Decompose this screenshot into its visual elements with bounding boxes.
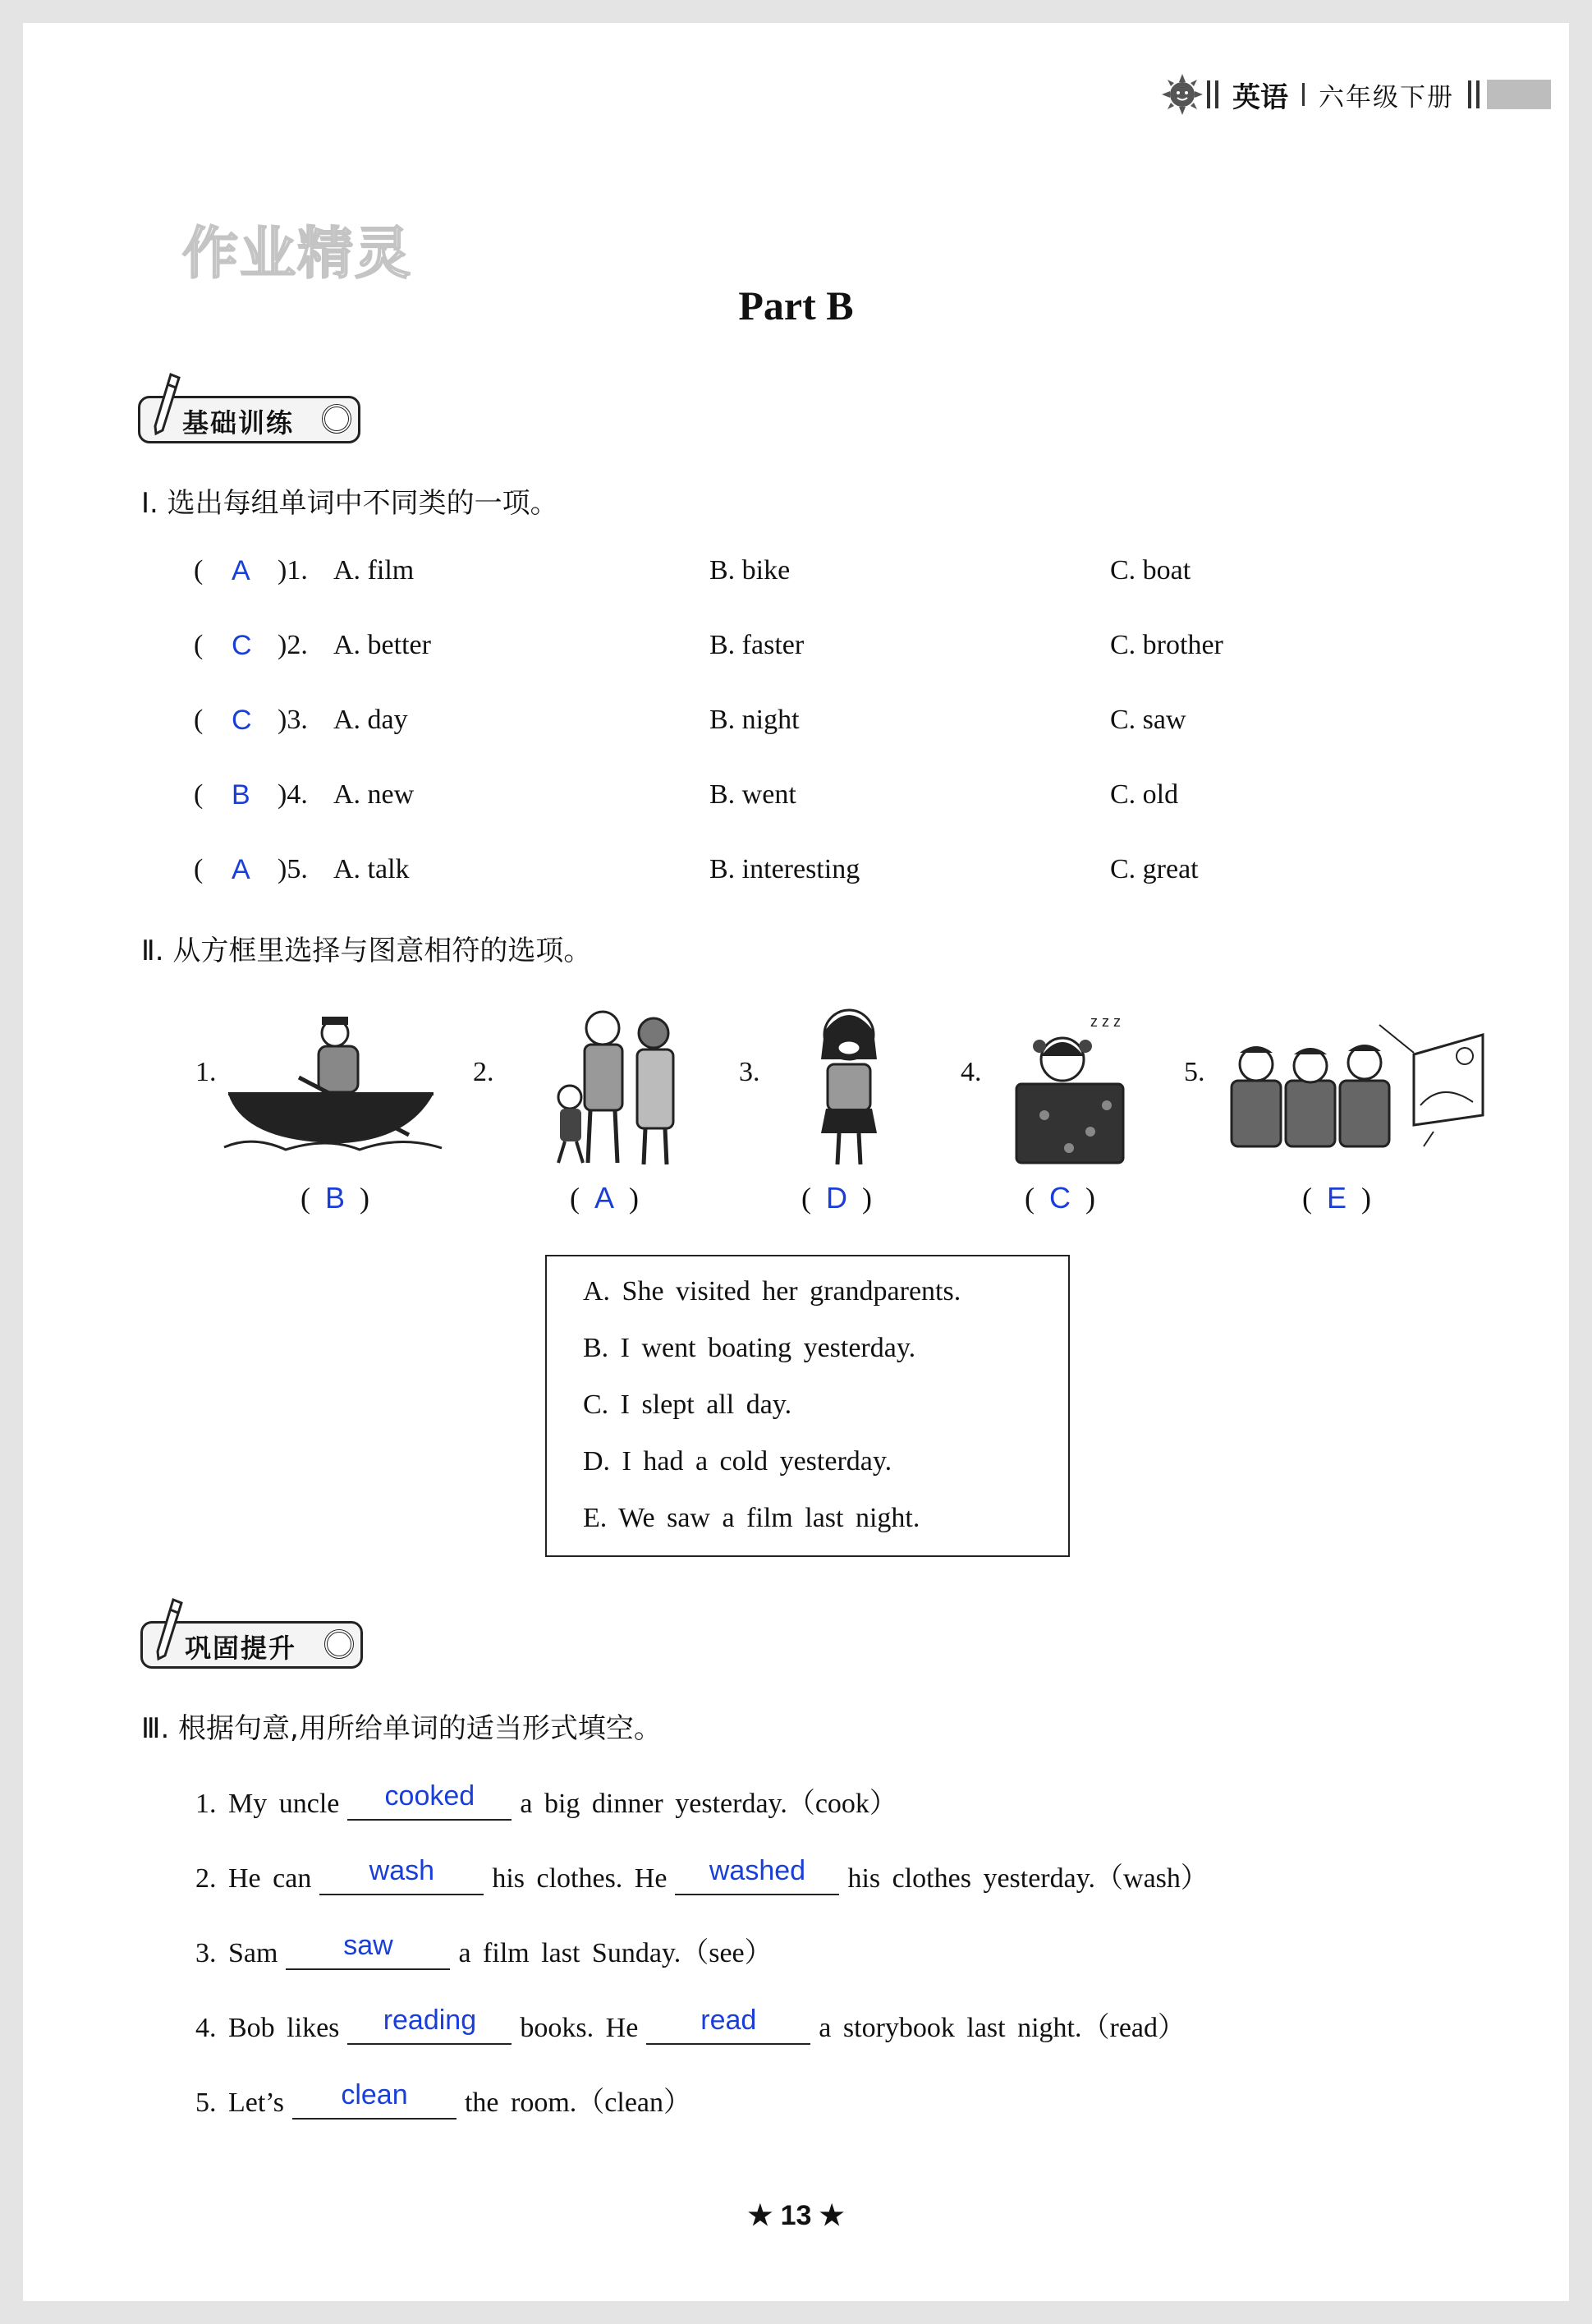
- watermark: 作业精灵: [182, 222, 413, 287]
- answer: A: [232, 854, 250, 885]
- pencil-icon: [149, 371, 182, 437]
- fill-item: 3. Sam saw a film last Sunday.（see）: [195, 1930, 773, 1968]
- grandparents-illustration: [545, 1007, 698, 1168]
- page-number: ★ 13 ★: [747, 2200, 845, 2231]
- header-divider: [1302, 83, 1305, 106]
- question-1-row: ( C )2. A. better B. faster C. brother: [194, 630, 1223, 661]
- option-c: C. boat: [1110, 555, 1191, 586]
- item-number: )4.: [278, 779, 308, 810]
- picture-answer: ( C ): [1025, 1181, 1095, 1215]
- header-divider: [1215, 80, 1218, 108]
- answer-blank[interactable]: washed: [675, 1866, 839, 1895]
- ring-icon: [322, 404, 351, 434]
- header-divider: [1476, 80, 1480, 108]
- answer: C: [232, 630, 252, 661]
- picture-answer: ( B ): [301, 1181, 370, 1215]
- answer: A: [232, 555, 250, 586]
- option-a: A. talk: [333, 854, 410, 884]
- question-1-row: ( C )3. A. day B. night C. saw: [194, 705, 1186, 736]
- question-1-row: ( B )4. A. new B. went C. old: [194, 779, 1179, 811]
- answer-blank[interactable]: read: [646, 2015, 810, 2045]
- picture-number: 1.: [195, 1057, 217, 1087]
- answer-blank[interactable]: cooked: [347, 1791, 512, 1821]
- section-tag-basic: [131, 393, 369, 443]
- cinema-illustration: [1227, 1023, 1489, 1161]
- section-tag-label: 巩固提升: [185, 1633, 297, 1664]
- pencil-icon: [152, 1596, 185, 1662]
- option-d-text: D. I had a cold yesterday.: [583, 1446, 892, 1477]
- section-tag-label: 基础训练: [182, 407, 295, 439]
- option-b: B. bike: [709, 555, 791, 586]
- option-c: C. saw: [1110, 705, 1186, 735]
- page-title: Part B: [738, 282, 854, 328]
- sleeping-girl-illustration: [1012, 1008, 1143, 1173]
- picture-number: 3.: [739, 1057, 760, 1087]
- option-b: B. went: [709, 779, 796, 810]
- ring-icon: [324, 1629, 354, 1659]
- question-3-heading: Ⅲ. 根据句意,用所给单词的适当形式填空。: [141, 1712, 662, 1745]
- picture-number: 2.: [473, 1057, 494, 1087]
- option-a-text: A. She visited her grandparents.: [583, 1276, 961, 1307]
- option-e-text: E. We saw a film last night.: [583, 1503, 920, 1533]
- svg-text:z z z: z z z: [1090, 1013, 1122, 1030]
- options-box: [545, 1255, 1070, 1557]
- section-tag-advanced: [134, 1618, 372, 1669]
- answer-blank[interactable]: wash: [319, 1866, 484, 1895]
- picture-answer: ( A ): [570, 1181, 640, 1215]
- picture-answer: ( E ): [1302, 1181, 1372, 1215]
- item-number: )2.: [278, 630, 308, 660]
- header-grade: 六年级下册: [1319, 82, 1454, 113]
- item-number: )3.: [278, 705, 308, 735]
- sun-icon: [1160, 72, 1204, 117]
- answer-blank[interactable]: clean: [292, 2090, 456, 2120]
- boating-illustration: [220, 1012, 446, 1155]
- page-header: [1160, 74, 1551, 115]
- option-b: B. night: [709, 705, 800, 735]
- answer-blank[interactable]: reading: [347, 2015, 512, 2045]
- fill-item: 1. My uncle cooked a big dinner yesterday.（cook）: [195, 1780, 897, 1819]
- option-a: A. better: [333, 630, 431, 660]
- answer: C: [232, 705, 252, 736]
- header-divider: [1207, 80, 1210, 108]
- fill-item: 4. Bob likes reading books. He read a storybook last night.（read）: [195, 2005, 1186, 2043]
- option-c: C. great: [1110, 854, 1199, 884]
- picture-number: 5.: [1184, 1057, 1205, 1087]
- picture-answer: ( D ): [801, 1181, 872, 1215]
- header-divider: [1468, 80, 1471, 108]
- question-1-row: ( A )5. A. talk B. interesting C. great: [194, 854, 1199, 885]
- item-number: )5.: [278, 854, 308, 884]
- girl-with-cold-illustration: [803, 1002, 895, 1169]
- fill-item: 5. Let’s clean the room.（clean）: [195, 2079, 692, 2118]
- option-c: C. old: [1110, 779, 1179, 810]
- fill-item: 2. He can wash his clothes. He washed his clothes yesterday.（wash）: [195, 1855, 1209, 1894]
- answer-blank[interactable]: saw: [286, 1940, 450, 1970]
- item-number: )1.: [278, 555, 308, 586]
- option-a: A. film: [333, 555, 415, 586]
- option-b: B. interesting: [709, 854, 860, 884]
- option-b-text: B. I went boating yesterday.: [583, 1333, 916, 1363]
- picture-number: 4.: [961, 1057, 982, 1087]
- option-b: B. faster: [709, 630, 805, 660]
- header-decoration: [1487, 80, 1551, 109]
- header-subject: 英语: [1232, 80, 1288, 114]
- option-a: A. new: [333, 779, 415, 810]
- option-c-text: C. I slept all day.: [583, 1389, 792, 1420]
- option-a: A. day: [333, 705, 408, 735]
- question-2-heading: Ⅱ. 从方框里选择与图意相符的选项。: [141, 935, 592, 967]
- question-1-row: ( A )1. A. film B. bike C. boat: [194, 555, 1191, 586]
- question-1-heading: Ⅰ. 选出每组单词中不同类的一项。: [141, 487, 558, 520]
- option-c: C. brother: [1110, 630, 1223, 660]
- answer: B: [232, 779, 250, 811]
